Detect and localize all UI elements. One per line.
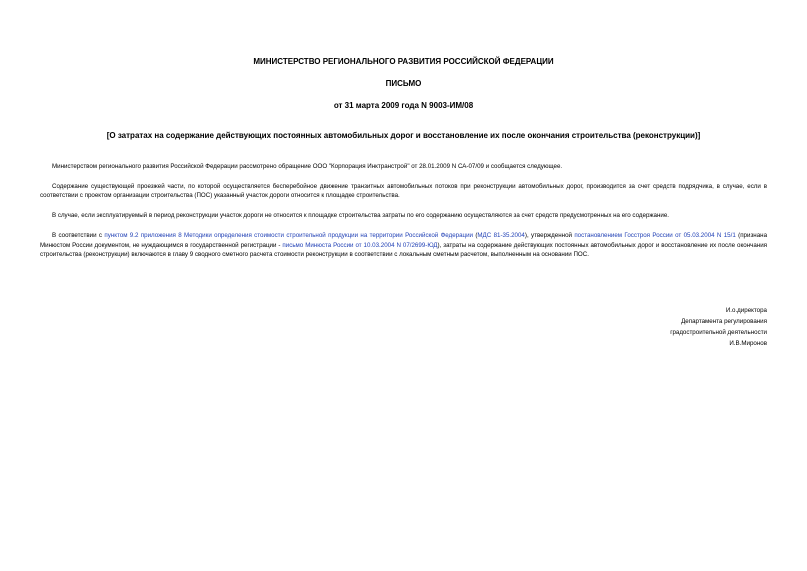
- signature-name: И.В.Миронов: [729, 340, 767, 347]
- paragraph-4-text: (признана Минюстом России документом, не нуждающимся в государственной регистрации -: [40, 231, 768, 249]
- paragraph-4-text: ), затраты на содержание действующих постоянных автомобильных дорог и восстановление их после окончания строительства (реконструкции) включаются в главу 9 сводного сметного расчета стоимости реконструкции в соответствии с локальным сметным расчетом, выполненным на основании ПОС.: [40, 241, 768, 259]
- link-gosstroy-resolution[interactable]: постановлением Госстроя России от 05.03.2004 N 15/1: [574, 231, 736, 239]
- ministry-heading: МИНИСТЕРСТВО РЕГИОНАЛЬНОГО РАЗВИТИЯ РОССИЙСКОЙ ФЕДЕРАЦИИ: [253, 57, 554, 66]
- document-title: [О затратах на содержание действующих постоянных автомобильных дорог и восстановление их после окончания строительства (реконструкции)]: [106, 131, 701, 140]
- document-type: ПИСЬМО: [385, 79, 422, 88]
- link-mds-81-35-2004[interactable]: МДС 81-35.2004: [477, 231, 525, 239]
- document-date-number: от 31 марта 2009 года N 9003-ИМ/08: [333, 101, 474, 110]
- signature-block: [670, 305, 767, 349]
- paragraph-1: Министерством регионального развития Российской Федерации рассмотрено обращение ООО "Корпорация Инктранстрой" от 28.01.2009 N СА-07/09 и сообщается следующее.: [52, 163, 563, 170]
- link-point-9-2[interactable]: пунктом 9.2: [104, 231, 139, 239]
- paragraph-2: Содержание существующей проезжей части, по которой осуществляется бесперебойное движение транзитных автомобильных потоков при реконструкции автомобильных дорог, производится за счет средств подрядчика, в случае, если в соответствии с проектом организации строительства (ПОС) указанный участок дороги относится к площадке строительства.: [40, 182, 767, 200]
- paragraph-3: В случае, если эксплуатируемый в период реконструкции участок дороги не относится к площадке строительства затраты по его содержанию осуществляются за счет средств предусмотренных на его содержание.: [52, 212, 670, 220]
- paragraph-4-text: ), утвержденной: [524, 231, 575, 239]
- letter-body: [40, 162, 767, 260]
- signature-position: И.о.директора: [725, 307, 767, 314]
- signature-department-cont: градостроительной деятельности: [670, 329, 767, 336]
- paragraph-4-text: В соответствии с: [52, 231, 105, 239]
- paragraph-4: [40, 231, 767, 260]
- signature-department: Департамента регулирования: [681, 318, 767, 325]
- paragraph-4-text: (: [472, 231, 478, 239]
- link-minjust-letter[interactable]: письмо Минюста России от 10.03.2004 N 07/2699-ЮД: [282, 241, 438, 249]
- link-appendix-8-methodology[interactable]: приложения 8 Методики определения стоимости строительной продукции на территории Российской Федерации: [140, 231, 473, 239]
